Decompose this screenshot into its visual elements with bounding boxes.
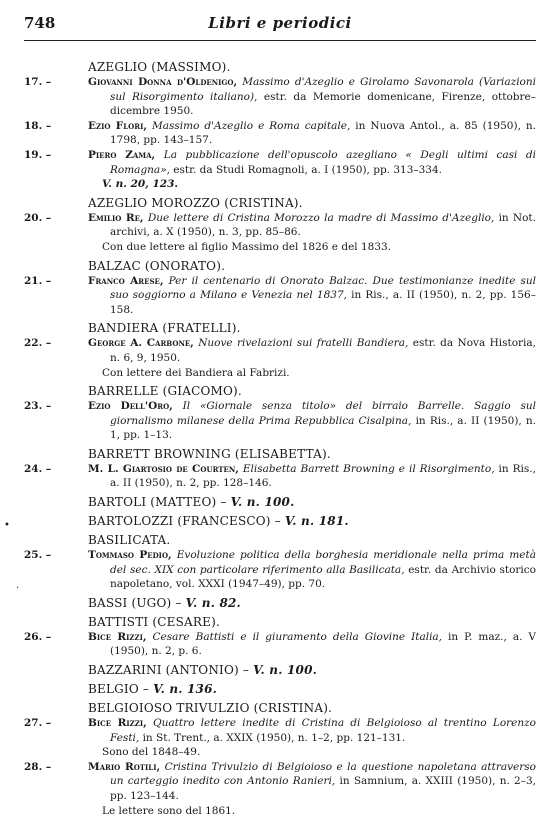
entry-number: 24. – xyxy=(24,462,52,475)
bibliography-entry xyxy=(24,548,536,592)
entry-title: Il «Giornale senza titolo» del birraio Barrelle. Saggio sul giornalismo milanese della Prima Repubblica Cisalpina, xyxy=(110,400,537,427)
entry-number: 26. – xyxy=(24,630,52,643)
entry-source: in Ris., a. II (1950), n. 2, pp. 156–158. xyxy=(110,289,536,316)
entry-number: 28. – xyxy=(24,760,52,773)
bibliography-entry xyxy=(24,462,536,491)
entry-note: Con due lettere al figlio Massimo del 1826 e del 1833. xyxy=(102,240,392,253)
entry-title: Nuove rivelazioni sui fratelli Bandiera, xyxy=(198,337,409,350)
entry-note: Con lettere dei Bandiera al Fabrizi. xyxy=(102,366,290,379)
entry-author: Emilio Re, xyxy=(88,211,144,224)
entry-title: Elisabetta Barrett Browning e il Risorgimento, xyxy=(242,462,495,475)
entry-source: estr. da Memorie domenicane, Firenze, ottobre–dicembre 1950. xyxy=(110,90,536,118)
bibliography-entry xyxy=(24,630,536,659)
entry-title: Cristina Trivulzio di Belgioioso e la questione napoletana attraverso un carteggio inedito con Antonio Ranieri, xyxy=(110,760,536,788)
bibliography-entry xyxy=(24,760,536,804)
cross-reference: V. n. 82. xyxy=(185,595,241,610)
bibliography-entry xyxy=(24,274,536,318)
section-heading: AZEGLIO MOROZZO (CRISTINA). xyxy=(88,195,303,210)
entry-title: Massimo d'Azeglio e Girolamo Savonarola (Variazioni sul Risorgimento italiano), xyxy=(110,76,536,103)
heading-text: BAZZARINI (ANTONIO) – xyxy=(88,663,250,678)
entry-title: Cesare Battisti e il giuramento della Giovine Italia, xyxy=(152,630,443,643)
entry-number: 27. – xyxy=(24,717,52,730)
entry-number: 25. – xyxy=(24,549,52,562)
bibliography-entry xyxy=(24,148,536,177)
entry-source: in Not. archivi, a. X (1950), n. 3, pp. 85–86. xyxy=(110,211,536,239)
section-heading: AZEGLIO (MASSIMO). xyxy=(88,60,231,74)
cross-reference: V. n. 181. xyxy=(284,514,349,529)
entry-source: in Ris., a. II (1950), n. 2, pp. 128–146. xyxy=(110,462,536,490)
section-heading xyxy=(24,513,536,529)
section-heading: BELGIOIOSO TRIVULZIO (CRISTINA). xyxy=(88,701,333,716)
entry-author: Bice Rizzi, xyxy=(88,717,147,730)
header-rule xyxy=(24,40,536,41)
entry-author: George A. Carbone, xyxy=(88,337,194,350)
entry-source: in Samnium, a. XXIII (1950), n. 2–3, pp. 123–144. xyxy=(110,775,537,802)
cross-reference: V. n. 20, 123. xyxy=(102,178,179,191)
running-title: Libri e periodici xyxy=(208,14,352,32)
heading-text: BASSI (UGO) – xyxy=(88,595,182,610)
section-heading: BARRELLE (GIACOMO). xyxy=(88,384,242,399)
entry-source: in P. maz., a. V (1950), n. 2, p. 6. xyxy=(110,630,536,658)
entry-number: 18. – xyxy=(24,119,52,132)
entry-author: Piero Zama, xyxy=(88,148,156,161)
running-header xyxy=(24,14,536,34)
entry-source: estr. da Archivio storico napoletano, vol. XXXI (1947–49), pp. 70. xyxy=(110,563,536,591)
bibliography-entry xyxy=(24,75,536,119)
entry-number: 23. – xyxy=(24,400,52,413)
entry-source: in St. Trent., a. XXIX (1950), n. 1–2, pp. 121–131. xyxy=(142,731,406,744)
section-heading xyxy=(24,494,536,510)
entry-number: 21. – xyxy=(24,274,52,287)
heading-text: BARTOLOZZI (FRANCESCO) – xyxy=(88,514,281,529)
entry-author: Ezio Flori, xyxy=(88,119,148,132)
entry-author: Giovanni Donna d'Oldenigo, xyxy=(88,76,238,88)
section-heading xyxy=(24,681,536,697)
entry-note: Le lettere sono del 1861. xyxy=(102,804,236,817)
section-heading: BASILICATA. xyxy=(88,533,171,548)
entry-source: estr. da Nova Historia, n. 6, 9, 1950. xyxy=(110,337,537,364)
entry-number: 20. – xyxy=(24,211,52,224)
margin-mark: . xyxy=(16,580,20,591)
heading-text: BELGIO – xyxy=(88,682,150,697)
section-heading xyxy=(24,595,536,611)
entry-author: M. L. Giartosio de Courten, xyxy=(88,462,239,475)
entry-number: 22. – xyxy=(24,337,52,350)
entry-note: Sono del 1848–49. xyxy=(102,746,201,759)
section-heading: BANDIERA (FRATELLI). xyxy=(88,321,241,336)
entry-author: Tommaso Pedio, xyxy=(88,549,172,562)
entry-source: in Ris., a. II (1950), n. 1, pp. 1–13. xyxy=(110,414,536,442)
entry-author: Franco Arese, xyxy=(88,274,164,287)
cross-reference: V. n. 100. xyxy=(253,663,318,678)
entry-source: estr. da Studi Romagnoli, a. I (1950), pp. 313–334. xyxy=(173,163,443,176)
entry-author: Mario Rotili, xyxy=(88,760,161,773)
section-heading: BARRETT BROWNING (ELISABETTA). xyxy=(88,446,331,461)
page-number: 748 xyxy=(24,14,56,32)
entry-title: Due lettere di Cristina Morozzo la madre di Massimo d'Azeglio, xyxy=(147,211,495,224)
bibliography-entry xyxy=(24,399,536,443)
entry-title: Evoluzione politica della borghesia meridionale nella prima metà del sec. XIX con particolare riferimento alla Basilicata, xyxy=(110,549,536,576)
entry-number: 17. – xyxy=(24,76,52,88)
cross-reference: V. n. 136. xyxy=(153,682,218,697)
section-heading xyxy=(24,662,536,678)
entry-author: Ezio Dell'Oro, xyxy=(88,400,173,413)
entry-title: Massimo d'Azeglio e Roma capitale, xyxy=(152,119,351,132)
entry-source: in Nuova Antol., a. 85 (1950), n. 1798, pp. 143–157. xyxy=(110,119,536,147)
entry-number: 19. – xyxy=(24,148,52,161)
entry-title: Quattro lettere inedite di Cristina di Belgioioso al trentino Lorenzo Festi, xyxy=(110,717,536,744)
entry-title: Per il centenario di Onorato Balzac. Due testimonianze inedite sul suo soggiorno a Milano e Venezia nel 1837, xyxy=(110,274,536,302)
margin-mark: • xyxy=(4,520,10,531)
entry-title: La pubblicazione dell'opuscolo azegliano « Degli ultimi casi di Romagna», xyxy=(110,148,537,176)
heading-text: BARTOLI (MATTEO) – xyxy=(88,495,227,510)
bibliography-entry xyxy=(24,211,536,240)
bibliography-entry xyxy=(24,119,536,148)
entry-author: Bice Rizzi, xyxy=(88,630,147,643)
section-heading: BATTISTI (CESARE). xyxy=(88,614,220,629)
section-heading: BALZAC (ONORATO). xyxy=(88,258,226,273)
cross-reference: V. n. 100. xyxy=(230,495,295,510)
bibliography-entry xyxy=(24,716,536,745)
bibliography-entry xyxy=(24,336,536,365)
bibliography-list xyxy=(24,56,536,818)
